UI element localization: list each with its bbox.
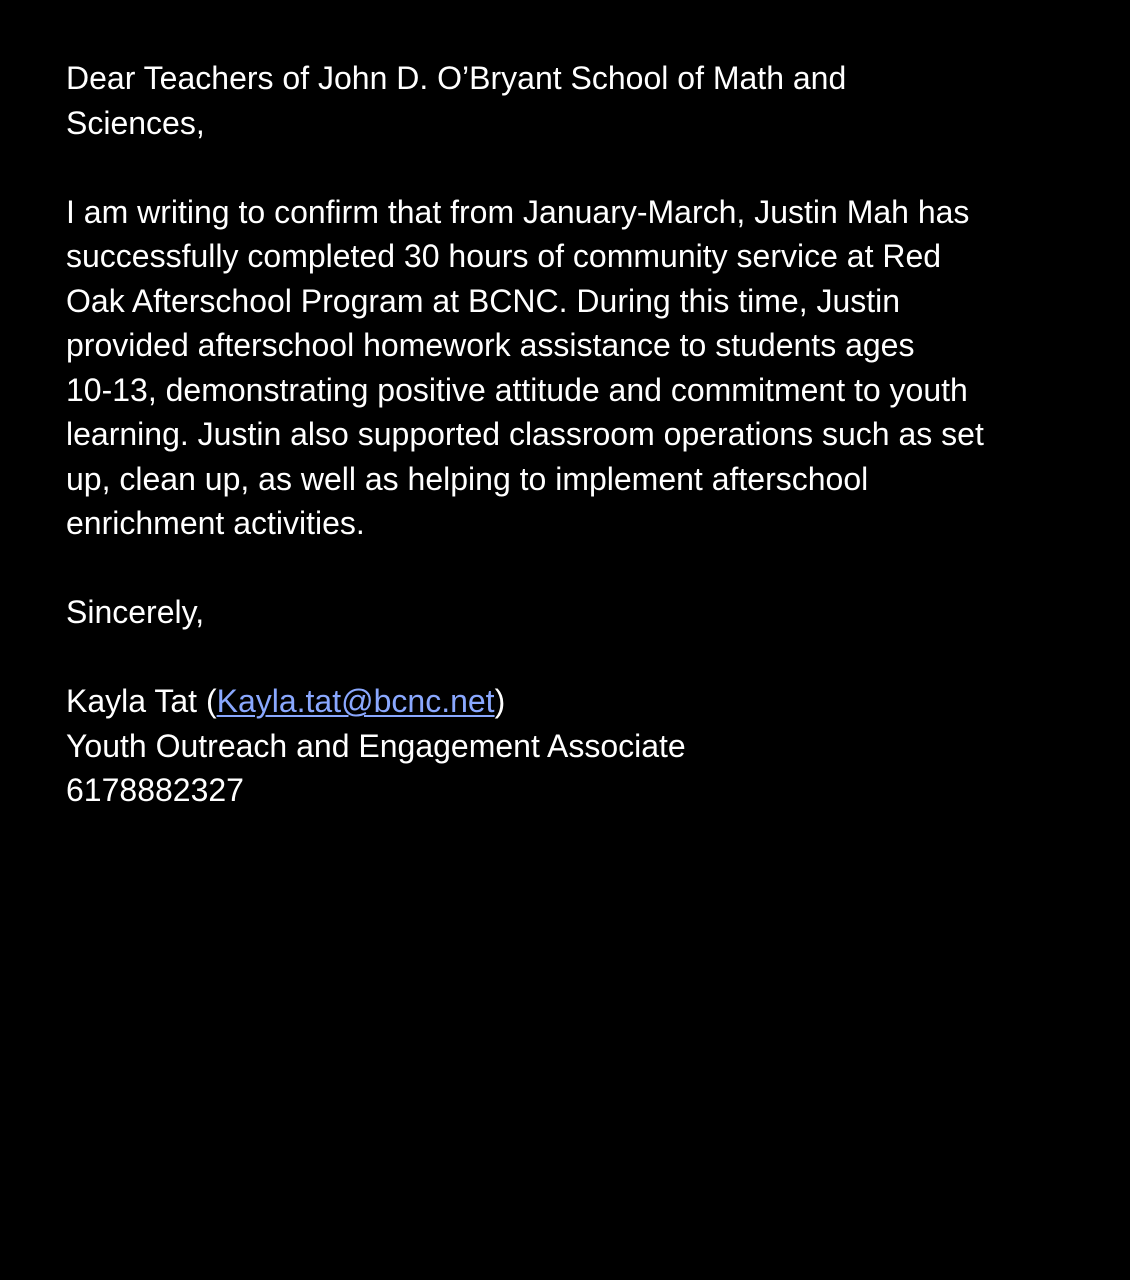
letter-greeting: Dear Teachers of John D. O’Bryant School of Math and Sciences,	[66, 60, 847, 141]
letter	[66, 56, 1066, 813]
signature-name-line	[66, 679, 1066, 724]
signature-title: Youth Outreach and Engagement Associate	[66, 727, 686, 764]
email-link[interactable]: Kayla.tat@bcnc.net	[216, 683, 495, 719]
signature-name-suffix: )	[494, 683, 506, 719]
letter-closing: Sincerely,	[66, 594, 205, 630]
letter-body: I am writing to confirm that from January-March, Justin Mah has successfully completed 30 hours of community service at Red Oak Afterschool Program at BCNC. During this time, Justin provided afterschool homework assistance to students ages 10-13, demonstrating positive attitude and commitment to youth learning. Justin also supported classroom operations such as set up, clean up, as well as helping to implement afterschool enrichment activities.	[66, 193, 984, 541]
signature-block	[66, 679, 1066, 813]
signature-phone: 6178882327	[66, 772, 244, 808]
signature-name: Kayla Tat (	[66, 683, 217, 719]
